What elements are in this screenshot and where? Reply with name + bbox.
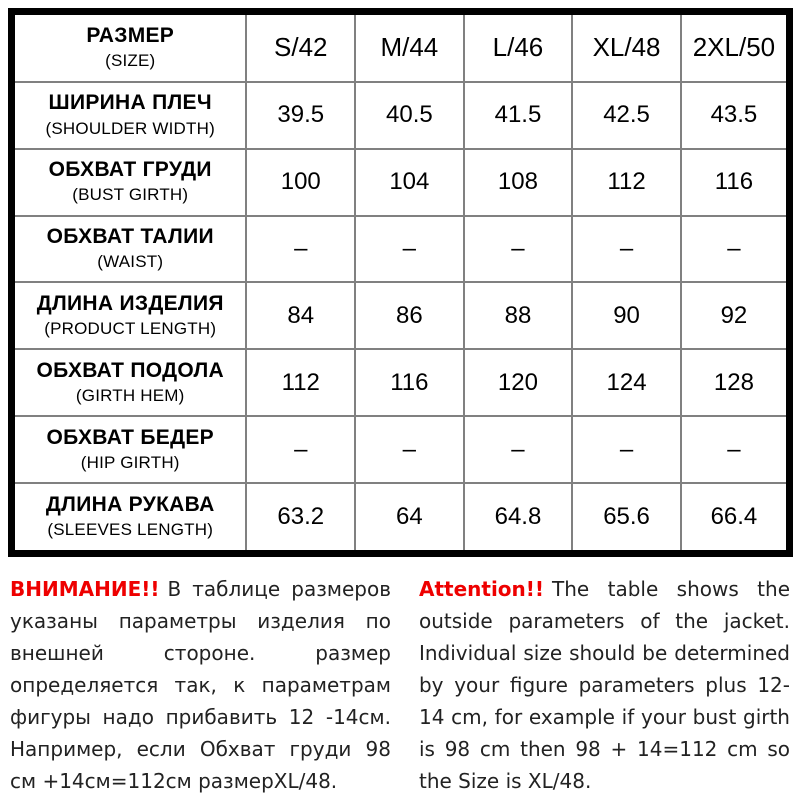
row-label-ru: ДЛИНА РУКАВА xyxy=(45,493,215,517)
value-cell: – xyxy=(464,416,573,483)
value-cell: 120 xyxy=(464,349,573,416)
row-label-ru: ШИРИНА ПЛЕЧ xyxy=(48,91,212,115)
value-cell: 64.8 xyxy=(464,483,573,553)
row-label-cell xyxy=(12,82,247,149)
value-cell: 42.5 xyxy=(572,82,681,149)
value-cell: – xyxy=(246,216,355,283)
row-label-en: (WAIST) xyxy=(97,252,164,272)
note-english-body: The table shows the outside parameters of the jacket. Individual size should be determined by your figure parameters plus 12-14 cm, for example if your bust girth is 98 cm then 98 + 14=112 cm so the Size is XL/48. xyxy=(418,577,790,793)
row-label-cell xyxy=(12,349,247,416)
table-row-hip-girth xyxy=(12,416,790,483)
row-label-en: (BUST GIRTH) xyxy=(72,185,189,205)
value-cell: 43.5 xyxy=(681,82,790,149)
size-header-cell: XL/48 xyxy=(572,12,681,82)
size-table xyxy=(8,8,793,557)
row-label-cell xyxy=(12,483,247,553)
value-cell: 116 xyxy=(355,349,464,416)
value-cell: 112 xyxy=(572,149,681,216)
value-cell: 86 xyxy=(355,282,464,349)
note-russian-body: В таблице размеров указаны параметры изделия по внешней стороне. размер определяется так, к параметрам фигуры надо прибавить 12 -14см. Например, если Обхват груди 98 см +14см=112см размерXL/48. xyxy=(10,577,391,793)
table-row-shoulder-width xyxy=(12,82,790,149)
value-cell: 63.2 xyxy=(246,483,355,553)
row-label-ru: ОБХВАТ ГРУДИ xyxy=(48,158,212,182)
row-label-cell xyxy=(12,149,247,216)
row-label-ru: ОБХВАТ ТАЛИИ xyxy=(46,225,214,249)
value-cell: – xyxy=(572,416,681,483)
size-header-cell: L/46 xyxy=(464,12,573,82)
attention-label-ru: ВНИМАНИЕ!! xyxy=(10,577,160,601)
value-cell: 104 xyxy=(355,149,464,216)
row-label-en: (GIRTH HEM) xyxy=(75,386,185,406)
notes-section xyxy=(10,573,790,797)
value-cell: 39.5 xyxy=(246,82,355,149)
row-label-en: (HIP GIRTH) xyxy=(80,453,180,473)
table-row-bust-girth xyxy=(12,149,790,216)
row-label-ru: ОБХВАТ ПОДОЛА xyxy=(36,359,224,383)
row-label-cell xyxy=(12,416,247,483)
size-header-cell: 2XL/50 xyxy=(681,12,790,82)
value-cell: – xyxy=(464,216,573,283)
table-row-sleeves-length xyxy=(12,483,790,553)
table-row-waist xyxy=(12,216,790,283)
size-header-cell: S/42 xyxy=(246,12,355,82)
value-cell: 65.6 xyxy=(572,483,681,553)
value-cell: 88 xyxy=(464,282,573,349)
row-label-en: (PRODUCT LENGTH) xyxy=(44,319,217,339)
row-label-cell xyxy=(12,216,247,283)
value-cell: 92 xyxy=(681,282,790,349)
table-row-product-length xyxy=(12,282,790,349)
note-russian xyxy=(10,573,391,797)
value-cell: – xyxy=(681,416,790,483)
value-cell: – xyxy=(355,216,464,283)
value-cell: 40.5 xyxy=(355,82,464,149)
header-label-en: (SIZE) xyxy=(105,51,156,71)
value-cell: 128 xyxy=(681,349,790,416)
value-cell: 41.5 xyxy=(464,82,573,149)
attention-label-en: Attention!! xyxy=(418,577,545,601)
header-row xyxy=(12,12,790,82)
value-cell: – xyxy=(681,216,790,283)
value-cell: 112 xyxy=(246,349,355,416)
row-label-ru: ОБХВАТ БЕДЕР xyxy=(46,425,214,449)
value-cell: 100 xyxy=(246,149,355,216)
size-label-cell xyxy=(12,12,247,82)
value-cell: 64 xyxy=(355,483,464,553)
row-label-ru: ДЛИНА ИЗДЕЛИЯ xyxy=(36,292,224,316)
value-cell: – xyxy=(355,416,464,483)
value-cell: 66.4 xyxy=(681,483,790,553)
row-label-en: (SLEEVES LENGTH) xyxy=(47,520,214,540)
table-row-girth-hem xyxy=(12,349,790,416)
value-cell: 124 xyxy=(572,349,681,416)
value-cell: – xyxy=(572,216,681,283)
value-cell: – xyxy=(246,416,355,483)
row-label-cell xyxy=(12,282,247,349)
value-cell: 116 xyxy=(681,149,790,216)
size-header-cell: M/44 xyxy=(355,12,464,82)
row-label-en: (SHOULDER WIDTH) xyxy=(45,118,215,138)
header-label-ru: РАЗМЕР xyxy=(86,24,175,48)
note-english xyxy=(419,573,790,797)
value-cell: 84 xyxy=(246,282,355,349)
value-cell: 90 xyxy=(572,282,681,349)
value-cell: 108 xyxy=(464,149,573,216)
